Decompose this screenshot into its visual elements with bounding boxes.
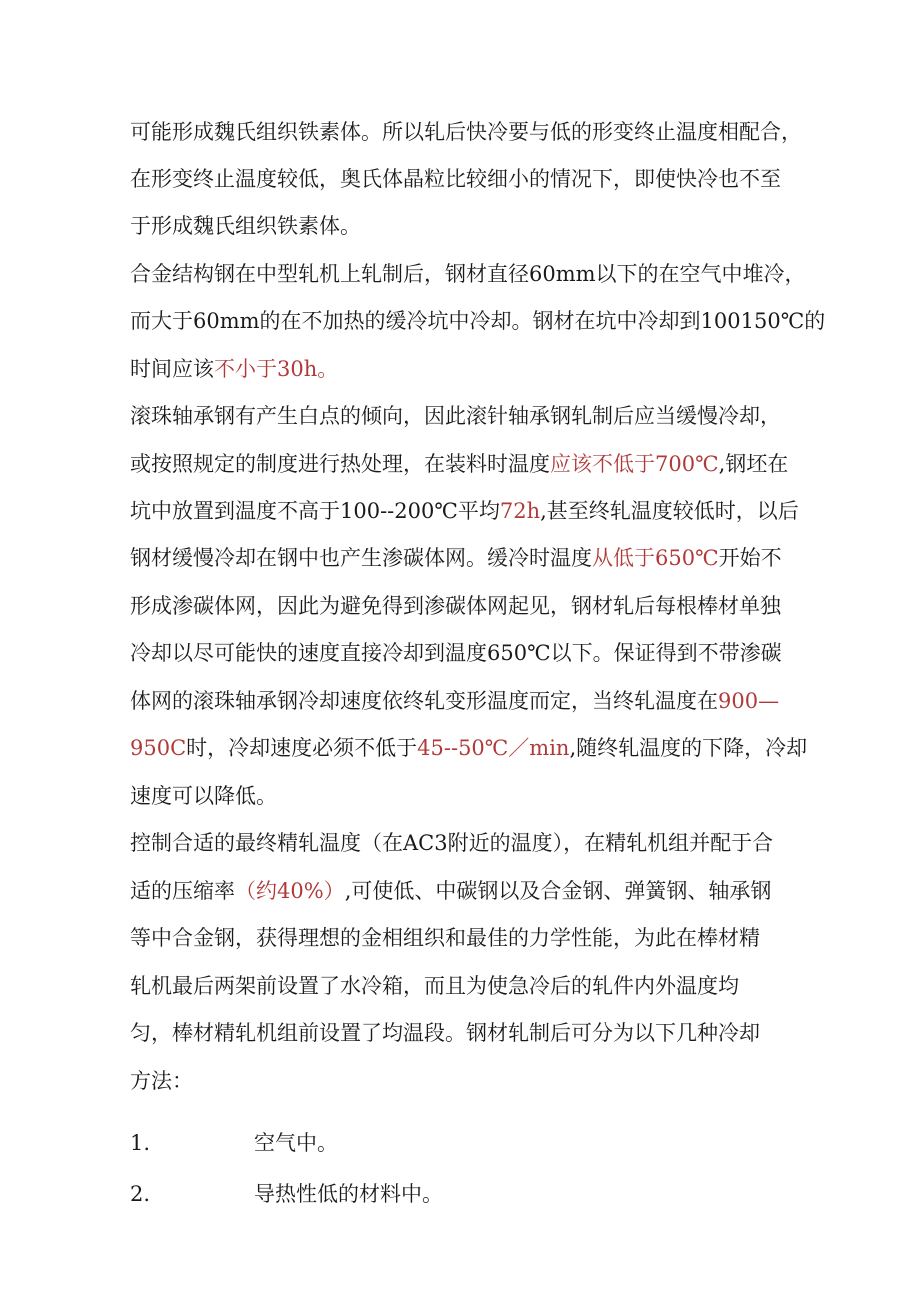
text-run: 形成渗碳体网，因此为避免得到渗碳体网起见，钢材轧后每根棒材单独 xyxy=(130,594,781,618)
text-line xyxy=(130,971,739,1001)
text-run: 滚珠轴承钢有产生白点的倾向，因此滚针轴承钢轧制后应当缓慢冷却， xyxy=(130,404,781,428)
text-line xyxy=(130,733,807,763)
text-run: 或按照规定的制度进行热处理，在装料时温度 xyxy=(130,452,550,476)
list-text: 空气中。 xyxy=(254,1131,338,1155)
text-run: 体网的滚珠轴承钢冷却速度依终轧变形温度而定，当终轧温度在 xyxy=(130,689,718,713)
highlighted-text: 从低于650℃ xyxy=(592,546,719,570)
highlighted-text: 950C xyxy=(130,736,187,760)
text-line xyxy=(130,259,806,289)
text-run: 开始不 xyxy=(718,546,782,570)
text-run: 可能形成魏氏组织铁素体。所以轧后快冷要与低的形变终止温度相配合， xyxy=(130,120,802,144)
text-run: ,随终轧温度的下降，冷却 xyxy=(569,736,808,760)
text-line xyxy=(130,828,773,858)
text-run: 冷却以尽可能快的速度直接冷却到温度650℃以下。保证得到不带渗碳 xyxy=(130,641,782,665)
highlighted-text: 45--50℃／min xyxy=(417,736,570,760)
text-run: 时间应该 xyxy=(130,357,214,381)
text-line xyxy=(130,638,782,668)
highlighted-text: 900— xyxy=(718,689,780,713)
text-line xyxy=(130,117,802,147)
text-run: 在形变终止温度较低，奥氏体晶粒比较细小的情况下，即使快冷也不至 xyxy=(130,167,781,191)
text-run: 方法： xyxy=(130,1069,193,1093)
text-run: 合金结构钢在中型轧机上轧制后，钢材直径60mm以下的在空气中堆冷， xyxy=(130,262,806,286)
text-run: 匀，棒材精轧机组前设置了均温段。钢材轧制后可分为以下几种冷却 xyxy=(130,1021,760,1045)
text-line xyxy=(130,781,277,811)
text-line xyxy=(130,591,781,621)
text-line xyxy=(130,354,338,384)
text-run: 等中合金钢，获得理想的金相组织和最佳的力学性能，为此在棒材精 xyxy=(130,926,760,950)
text-run: ,可使低、中碳钢以及合金钢、弹簧钢、轴承钢 xyxy=(344,879,772,903)
text-line xyxy=(130,1018,760,1048)
text-run: 钢材缓慢冷却在钢中也产生渗碳体网。缓冷时温度 xyxy=(130,546,592,570)
text-run: 适的压缩率 xyxy=(130,879,235,903)
text-line xyxy=(130,1066,193,1096)
list-text: 导热性低的材料中。 xyxy=(254,1182,443,1206)
text-run: 坑中放置到温度不高于100--200℃平均 xyxy=(130,499,500,523)
text-run: 轧机最后两架前设置了水冷箱，而且为使急冷后的轧件内外温度均 xyxy=(130,974,739,998)
text-run: 而大于60mm的在不加热的缓冷坑中冷却。钢材在坑中冷却到100150℃的 xyxy=(130,309,826,333)
text-line xyxy=(130,306,825,336)
text-line xyxy=(130,686,779,716)
text-run: ,钢坯在 xyxy=(718,452,789,476)
list-number: 1. xyxy=(130,1131,151,1155)
highlighted-text: 72h xyxy=(499,499,541,523)
text-run: 速度可以降低。 xyxy=(130,784,277,808)
text-line xyxy=(130,401,781,431)
text-run: 于形成魏氏组织铁素体。 xyxy=(130,214,361,238)
text-run: 控制合适的最终精轧温度（在AC3附近的温度），在精轧机组并配于合 xyxy=(130,831,774,855)
text-line xyxy=(130,876,771,906)
text-line xyxy=(130,923,760,953)
highlighted-text: 应该不低于700℃ xyxy=(550,452,719,476)
text-line xyxy=(130,211,361,241)
text-line xyxy=(130,164,781,194)
list-number: 2. xyxy=(130,1182,151,1206)
text-line xyxy=(130,449,788,479)
text-line xyxy=(130,543,782,573)
highlighted-text: 不小于30h。 xyxy=(214,357,339,381)
text-run: 时，冷却速度必须不低于 xyxy=(186,736,418,760)
text-line xyxy=(130,496,799,526)
text-run: ,甚至终轧温度较低时，以后 xyxy=(540,499,799,523)
highlighted-text: （约40%） xyxy=(235,879,345,903)
